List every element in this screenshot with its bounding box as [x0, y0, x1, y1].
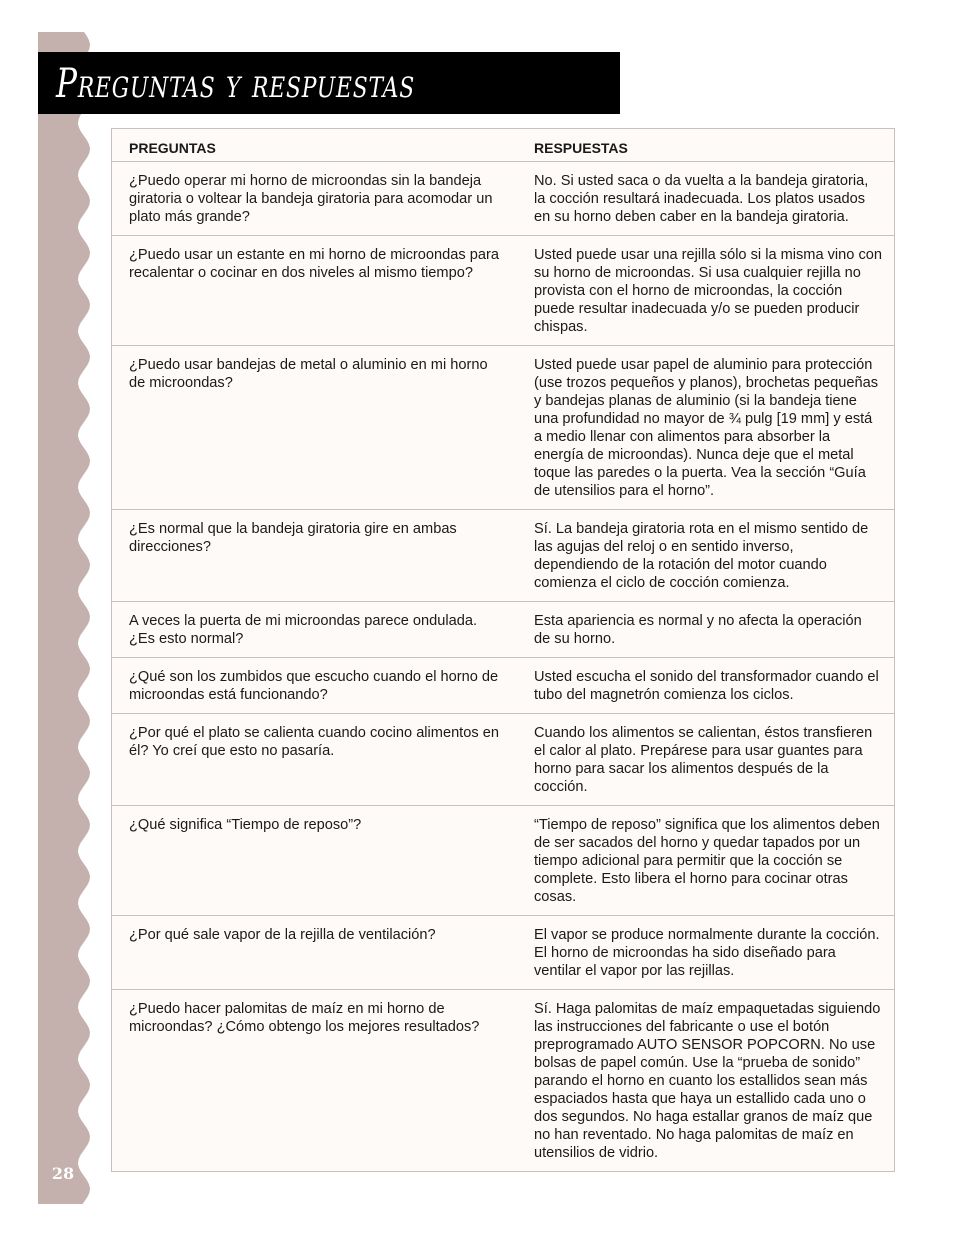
table-row — [112, 916, 895, 990]
table-row — [112, 602, 895, 658]
table-row — [112, 658, 895, 714]
question-cell: ¿Qué significa “Tiempo de reposo”? — [112, 806, 518, 916]
qa-table — [111, 128, 895, 1172]
table-row — [112, 510, 895, 602]
question-cell: A veces la puerta de mi microondas parece ondulada. ¿Es esto normal? — [112, 602, 518, 658]
question-cell: ¿Puedo usar bandejas de metal o aluminio en mi horno de microondas? — [112, 346, 518, 510]
answer-cell: Sí. Haga palomitas de maíz empaquetadas siguiendo las instrucciones del fabricante o use el botón preprogramado AUTO SENSOR POPCORN. No use bolsas de papel común. Use la “prueba de sonido” parando el horno en cuanto los estallidos sean más espaciados hasta que haya un estallido cada uno o dos segundos. No haga estallar granos de maíz que no han reventado. No haga palomitas de maíz en utensilios de vidrio. — [517, 990, 895, 1172]
question-cell: ¿Puedo operar mi horno de microondas sin la bandeja giratoria o voltear la bandeja giratoria para acomodar un plato más grande? — [129, 173, 493, 225]
question-cell: ¿Puedo hacer palomitas de maíz en mi horno de microondas? ¿Cómo obtengo los mejores resultados? — [112, 990, 518, 1172]
page-title: Preguntas y respuestas — [56, 61, 415, 107]
question-cell: ¿Es normal que la bandeja giratoria gire en ambas direcciones? — [112, 510, 518, 602]
question-cell: ¿Puedo usar un estante en mi horno de microondas para recalentar o cocinar en dos niveles al mismo tiempo? — [112, 236, 518, 346]
decorative-side-strip — [38, 32, 94, 1204]
answer-cell: Sí. La bandeja giratoria rota en el mismo sentido de las agujas del reloj o en sentido inverso, dependiendo de la rotación del motor cuando comienza el ciclo de cocción comienza. — [517, 510, 895, 602]
answer-cell: Cuando los alimentos se calientan, éstos transfieren el calor al plato. Prepárese para usar guantes para horno para sacar los alimentos después de la cocción. — [517, 714, 895, 806]
header-respuestas: RESPUESTAS — [517, 129, 895, 162]
table-row — [112, 162, 895, 236]
table-row — [112, 990, 895, 1172]
answer-cell: Esta apariencia es normal y no afecta la operación de su horno. — [517, 602, 895, 658]
page-number: 28 — [51, 1164, 75, 1183]
wavy-edge-shape — [38, 32, 90, 1204]
answer-cell: El vapor se produce normalmente durante la cocción. El horno de microondas ha sido diseñado para ventilar el vapor por las rejillas. — [517, 916, 895, 990]
answer-cell: No. Si usted saca o da vuelta a la bandeja giratoria, la cocción resultará inadecuada. Los platos usados en su horno deben caber en la bandeja giratoria. — [534, 173, 869, 225]
answer-cell: Usted escucha el sonido del transformador cuando el tubo del magnetrón comienza los ciclos. — [517, 658, 895, 714]
answer-cell: “Tiempo de reposo” significa que los alimentos deben de ser sacados del horno y quedar tapados por un tiempo adicional para permitir que la cocción se complete. Esto libera el horno para cocinar otras cosas. — [517, 806, 895, 916]
table-body — [112, 162, 895, 1172]
table-header-row — [112, 129, 895, 162]
table-row — [112, 714, 895, 806]
question-cell: ¿Qué son los zumbidos que escucho cuando el horno de microondas está funcionando? — [112, 658, 518, 714]
question-cell: ¿Por qué el plato se calienta cuando cocino alimentos en él? Yo creí que esto no pasaría. — [112, 714, 518, 806]
table-row — [112, 236, 895, 346]
table-row — [112, 806, 895, 916]
title-bar — [38, 52, 620, 114]
table-row — [112, 346, 895, 510]
answer-cell: Usted puede usar una rejilla sólo si la misma vino con su horno de microondas. Si usa cualquier rejilla no provista con el horno de microondas, la cocción puede resultar inadecuada y/o se pueden producir chispas. — [517, 236, 895, 346]
question-cell: ¿Por qué sale vapor de la rejilla de ventilación? — [112, 916, 518, 990]
answer-cell: Usted puede usar papel de aluminio para protección (use trozos pequeños y planos), brochetas pequeñas y bandejas planas de aluminio (si la bandeja tiene una profundidad no mayor de ¾ pulg [19 mm] y está a medio llenar con alimentos para absorber la energía de microondas). Nunca deje que el metal toque las paredes o la puerta. Vea la sección “Guía de utensilios para el horno”. — [517, 346, 895, 510]
header-preguntas: PREGUNTAS — [112, 129, 518, 162]
